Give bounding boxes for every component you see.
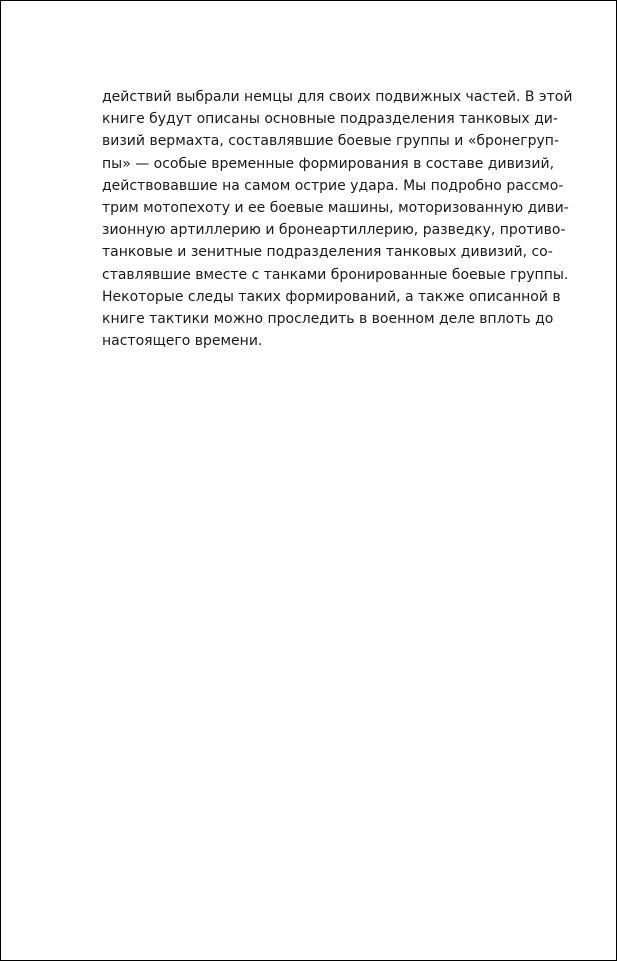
text-line: трим мотопехоту и ее боевые машины, моторизованную диви-	[102, 199, 569, 216]
text-line: книге тактики можно проследить в военном деле вплоть до	[102, 310, 554, 327]
text-line: танковые и зенитные подразделения танковых дивизий, со-	[102, 244, 553, 261]
text-line: зионную артиллерию и бронеартиллерию, разведку, противо-	[102, 222, 566, 239]
text-line-last: настоящего времени.	[102, 333, 263, 350]
text-line: действовавшие на самом острие удара. Мы подробно рассмо-	[102, 177, 564, 194]
text-line: действий выбрали немцы для своих подвижных частей. В этой	[102, 89, 573, 105]
text-line: визий вермахта, составлявшие боевые группы и «бронегруп-	[102, 133, 560, 150]
text-line: книге будут описаны основные подразделения танковых ди-	[102, 111, 558, 128]
body-paragraph	[102, 86, 573, 352]
text-line: ставлявшие вместе с танками бронированные боевые группы.	[102, 266, 569, 283]
text-line: Некоторые следы таких формирований, а также описанной в	[102, 288, 561, 305]
text-line: пы» — особые временные формирования в составе дивизий,	[102, 155, 555, 172]
